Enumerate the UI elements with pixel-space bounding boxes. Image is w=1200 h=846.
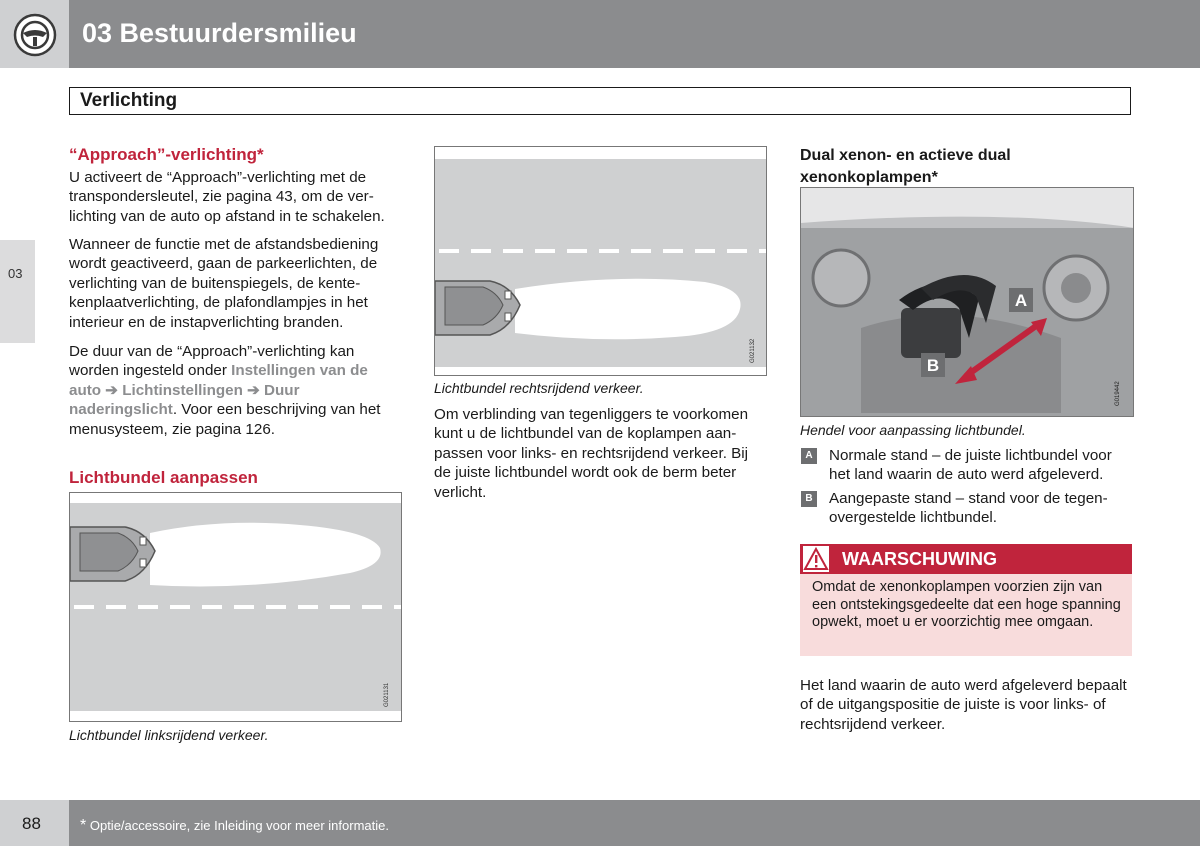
figure-headlamp — [800, 187, 1134, 417]
list-item — [800, 446, 1134, 485]
section-title: Verlichting — [80, 90, 178, 111]
footnote-text: Optie/accessoire, zie Inleiding voor meer informatie. — [86, 818, 389, 833]
badge-b: B — [801, 491, 817, 507]
steering-wheel-icon — [13, 13, 57, 57]
figure-label-b: B — [926, 356, 940, 375]
p3-text-a: De duur van de “Approach”-verlichting kan worden ingesteld onder — [69, 343, 355, 380]
figure-right-traffic — [434, 146, 767, 376]
left-traffic-illustration — [70, 493, 402, 722]
p3-text-b: . Voor een beschrijving van het menusysteem, zie pagina 126. — [69, 401, 381, 438]
caption-right-traffic: Lichtbundel rechtsrijdend verkeer. — [434, 380, 644, 396]
figure-code: G021131 — [384, 682, 390, 707]
list-item — [800, 489, 1134, 528]
chapter-tab-label: 03 — [8, 266, 23, 281]
figure-code: G021132 — [750, 338, 756, 363]
right-traffic-illustration — [435, 147, 767, 376]
section-box — [69, 87, 1131, 115]
chapter-title: 03 Bestuurdersmilieu — [82, 18, 357, 48]
footnote — [80, 817, 389, 835]
list-item-text: Aangepaste stand – stand voor de tegenovergestelde lichtbundel. — [829, 489, 1108, 527]
beam-heading: Lichtbundel aanpassen — [69, 468, 258, 487]
caption-headlamp: Hendel voor aanpassing lichtbundel. — [800, 422, 1026, 438]
badge-a: A — [801, 448, 817, 464]
approach-paragraph-3 — [69, 342, 403, 439]
footnote-star: * — [80, 817, 87, 834]
chapter-tab — [0, 240, 35, 343]
warning-triangle-icon — [803, 546, 829, 572]
menu-path-link[interactable]: Instellingen van de auto ➔ Lichtinstellingen ➔ Duur naderingslicht — [69, 362, 368, 419]
approach-paragraph-2: Wanneer de functie met de afstandsbediening wordt geactiveerd, gaan de parkeerlichten, de verlichting van de buitenspiegels, de kentekenplaatverlichting, de plafondlampjes in het interieur en de instapverlichting branden. — [69, 236, 379, 331]
beam-paragraph: Om verblinding van tegenliggers te voorkomen kunt u de lichtbundel van de koplampen aanpassen voor links- en rechtsrijdend verkeer. Bij de juiste lichtbundel wordt ook de berm beter verlicht. — [434, 406, 749, 501]
country-paragraph: Het land waarin de auto werd afgeleverd bepaalt of de uitgangspositie de juiste is voor links- of rechtsrijdend verkeer. — [800, 677, 1127, 733]
figure-left-traffic — [69, 492, 402, 722]
xenon-heading: Dual xenon- en actieve dual xenonkoplampen* — [800, 147, 1011, 186]
warning-text: Omdat de xenonkoplampen voorzien zijn van een ontstekingsgedeelte dat een hoge spanning opwekt, moet u er voorzichtig mee omgaan. — [812, 579, 1121, 631]
figure-label-a: A — [1014, 291, 1028, 310]
approach-heading: “Approach”-verlichting* — [69, 145, 264, 164]
headlamp-illustration — [801, 188, 1134, 417]
approach-paragraph-1: U activeert de “Approach”-verlichting met de transpondersleutel, zie pagina 43, om de verlichting van de auto op afstand in te schakelen. — [69, 169, 385, 225]
page-number: 88 — [22, 814, 41, 833]
warning-title: WAARSCHUWING — [842, 549, 997, 569]
caption-left-traffic: Lichtbundel linksrijdend verkeer. — [69, 727, 269, 743]
position-list — [800, 446, 1134, 528]
list-item-text: Normale stand – de juiste lichtbundel voor het land waarin de auto werd afgeleverd. — [829, 447, 1112, 484]
figure-code: G019442 — [1115, 381, 1121, 406]
